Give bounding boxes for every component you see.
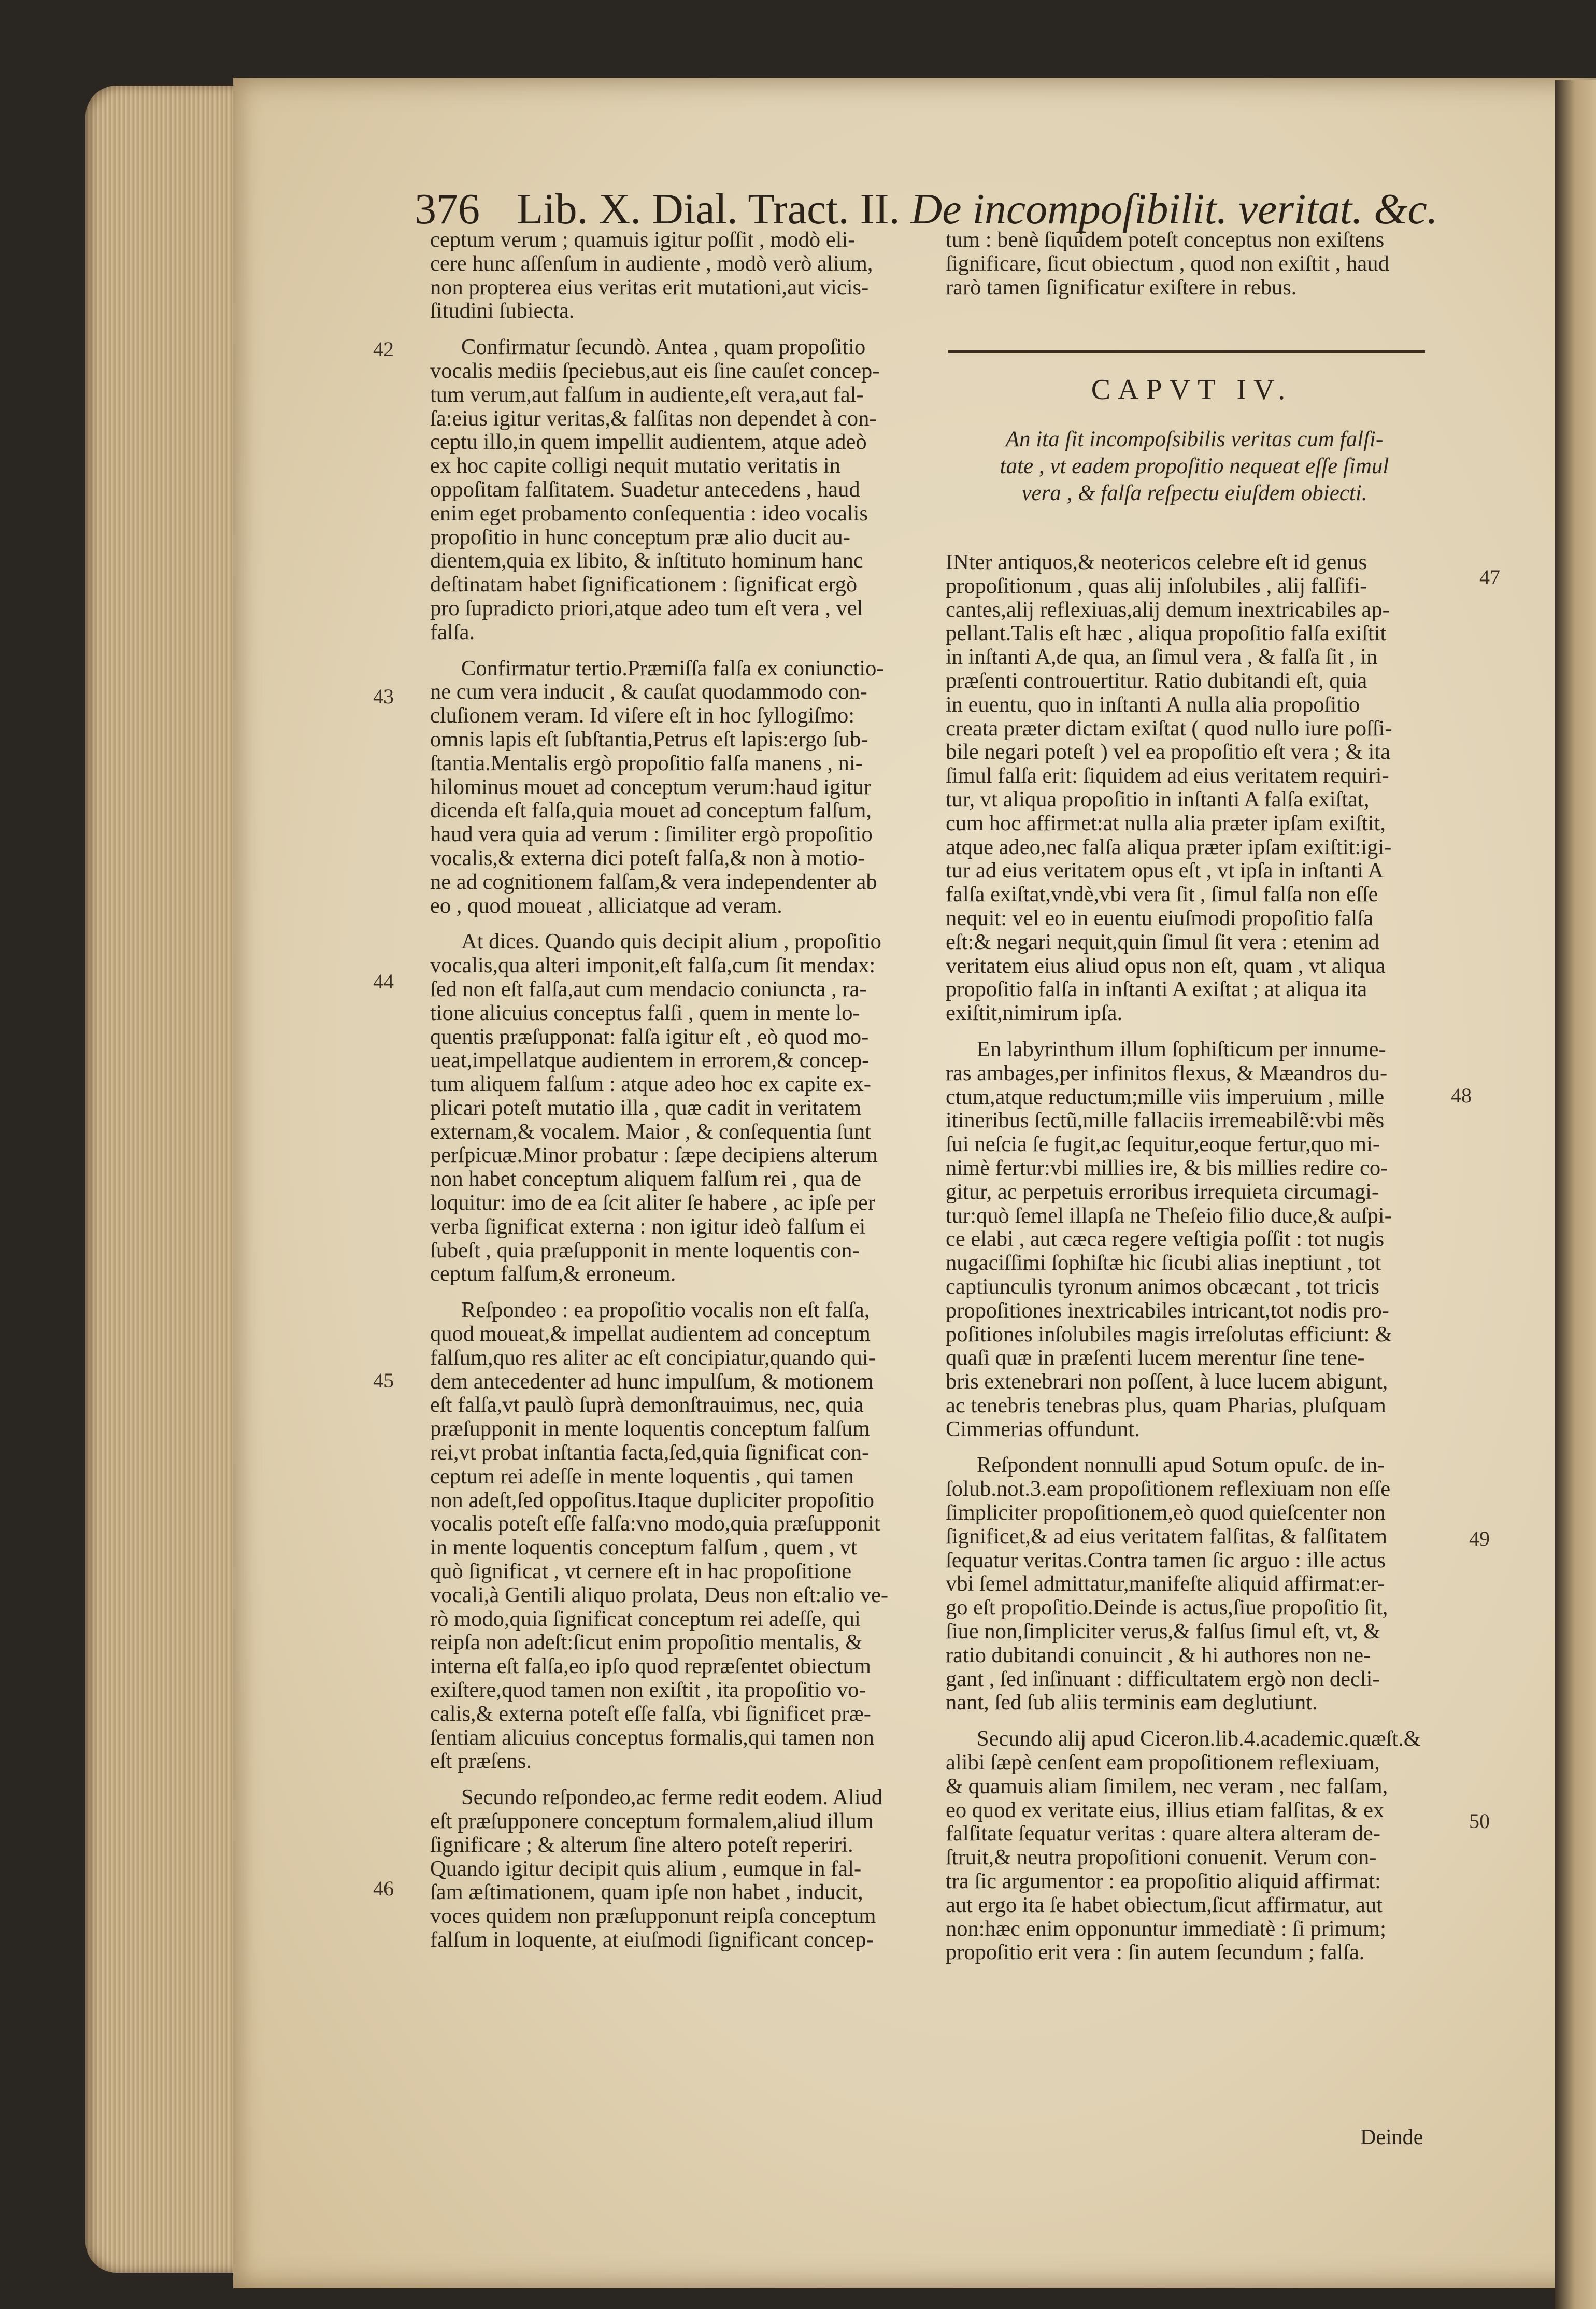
text-line: non propterea eius veritas erit mutationi,aut vicis-: [430, 275, 869, 300]
text-line: ce elabi , aut cæca regere veſtigia poſſit : tot nugis: [946, 1227, 1385, 1252]
text-line: gant , ſed inſinuant : difficultatem ergò non decli-: [946, 1667, 1380, 1691]
text-line: calis,& externa poteſt eſſe falſa, vbi ſignificet præ-: [430, 1702, 871, 1726]
text-line: deſtinatam habet ſignificationem : ſignificat ergò: [430, 573, 858, 597]
text-line: oppoſitam falſitatem. Suadetur antecedens , haud: [430, 477, 860, 502]
chapter-subtitle: [951, 426, 1438, 507]
text-line: falſa exiſtat,vndè,vbi vera ſit , ſimul falſa non eſſe: [946, 883, 1378, 906]
text-line: cere hunc aſſenſum in audiente , modò verò alium,: [430, 251, 873, 276]
text-line: ac tenebris tenebras plus, quam Pharias, pluſquam: [946, 1393, 1386, 1418]
paragraph-gap: [946, 1715, 1441, 1727]
text-line: tione alicuius conceptus falſi , quem in mente lo-: [430, 1001, 860, 1025]
text-line: tum aliquem falſum : atque adeo hoc ex capite ex-: [430, 1072, 871, 1096]
text-line: Secundo alij apud Ciceron.lib.4.academic.quæſt.&: [977, 1727, 1421, 1751]
paragraph-gap: [946, 1025, 1441, 1038]
text-line: hilominus mouet ad conceptum verum:haud igitur: [430, 775, 872, 799]
text-line: quò ſignificat , vt cernere eſt in hac propoſitione: [430, 1560, 852, 1583]
text-line: falſum,quo res aliter ac eſt concipiatur,quando qui-: [430, 1345, 876, 1370]
text-line: ſequatur veritas.Contra tamen ſic arguo : ille actus: [946, 1548, 1386, 1573]
text-line: eſt præſens.: [430, 1749, 532, 1774]
text-line: Confirmatur tertio.Præmiſſa falſa ex coniunctio-: [461, 656, 884, 681]
text-line: Secundo reſpondeo,ac ferme redit eodem. Aliud: [461, 1786, 883, 1809]
text-line: tur ad eius veritatem opus eſt , vt ipſa in inſtanti A: [946, 859, 1384, 883]
text-line: pro ſupradicto priori,atque adeo tum eſt vera , vel: [430, 596, 863, 620]
text-line: ſignificare ; & alterum ſine altero poteſt reperiri.: [430, 1833, 853, 1857]
text-line: poſitiones inſolubiles magis irreſolutas efficiunt: &: [946, 1322, 1393, 1347]
text-line: omnis lapis eſt ſubſtantia,Petrus eſt lapis:ergo ſub-: [430, 727, 868, 752]
paragraph-gap: [430, 644, 920, 657]
text-line: INter antiquos,& neotericos celebre eſt id genus: [946, 550, 1367, 574]
text-line: quaſi quæ in præſenti lucem merentur ſine tene-: [946, 1346, 1365, 1370]
text-line: alibi ſæpè cenſent eam propoſitionem reflexiuam,: [946, 1751, 1380, 1775]
left-column: [430, 228, 920, 1952]
text-line: dientem,quia ex libito, & inſtituto hominum hanc: [430, 549, 863, 573]
text-line: aut ergo ita ſe habet obiectum,ſicut affirmatur, aut: [946, 1893, 1383, 1917]
text-line: vocalis mediis ſpeciebus,aut eis ſine cauſet concep-: [430, 359, 880, 383]
text-line: eo , quod moueat , alliciatque ad veram.: [430, 894, 782, 918]
text-line: præſenti controuertitur. Ratio dubitandi eſt, quia: [946, 669, 1367, 693]
right-column-top: [946, 228, 1441, 299]
text-line: quentis præſupponat: falſa igitur eſt , eò quod mo-: [430, 1025, 869, 1049]
text-line: ſui neſcia ſe fugit,ac ſequitur,eoque fertur,quo mi-: [946, 1132, 1380, 1156]
text-line: tur, vt aliqua propoſitio in inſtanti A falſa exiſtat,: [946, 787, 1370, 812]
book-gutter: [1555, 80, 1596, 2309]
text-line: rei,vt probat inſtantia facta,ſed,quia ſignificat con-: [430, 1441, 870, 1465]
text-line: ſubeſt , quia præſupponit in mente loquentis con-: [430, 1238, 860, 1263]
text-line: ſed non eſt falſa,aut cum mendacio coniuncta , ra-: [430, 977, 867, 1001]
text-line: vocalis poteſt eſſe falſa:vno modo,quia præſupponit: [430, 1512, 880, 1536]
text-line: vbi ſemel admittatur,manifeſte aliquid affirmat:er-: [946, 1572, 1385, 1596]
text-line: nant, ſed ſub aliis terminis eam deglutiunt.: [946, 1691, 1318, 1715]
text-line: ceptum verum ; quamuis igitur poſſit , modò eli-: [430, 228, 856, 252]
text-line: eſt:& negari nequit,quin ſimul ſit vera : etenim ad: [946, 930, 1379, 954]
text-line: nimè fertur:vbi millies ire, & bis millies redire co-: [946, 1156, 1388, 1180]
text-line: itineribus ſectũ,mille fallaciis irremeabilẽ:vbi mẽs: [946, 1109, 1385, 1133]
running-title-italic: De incompoſibilit. veritat. &c.: [910, 185, 1438, 233]
text-line: ſignificare, ſicut obiectum , quod non exiſtit , haud: [946, 251, 1389, 276]
text-line: Reſpondeo : ea propoſitio vocalis non eſt falſa,: [461, 1298, 870, 1323]
paragraph-gap: [946, 1441, 1441, 1453]
text-line: creata præter dictam exiſtat ( quod nullo iure poſſi-: [946, 716, 1392, 741]
text-line: atque adeo,nec falſa aliqua præter ipſam exiſtit:igi-: [946, 835, 1392, 859]
text-line: go eſt propoſitio.Deinde is actus,ſiue propoſitio ſit,: [946, 1596, 1388, 1620]
text-line: bris extenebrari non poſſent, à luce lucem abigunt,: [946, 1370, 1388, 1394]
chapter-heading: CAPVT IV.: [1091, 374, 1293, 406]
margin-number: 43: [373, 685, 394, 708]
text-line: ſam æſtimationem, quam ipſe non habet , inducit,: [430, 1880, 863, 1905]
margin-number: 47: [1479, 565, 1500, 589]
text-line: præſupponit in mente loquentis conceptum falſum: [430, 1417, 870, 1441]
margin-number: 42: [373, 337, 394, 361]
text-line: verba ſignificat externa : non igitur ideò falſum ei: [430, 1214, 866, 1239]
chapter-rule: [948, 350, 1425, 353]
margin-number: 45: [373, 1369, 394, 1392]
text-line: ſimul falſa erit: ſiquidem ad eius veritatem requiri-: [946, 764, 1389, 788]
text-line: Confirmatur ſecundò. Antea , quam propoſitio: [461, 335, 866, 359]
text-line: perſpicuæ.Minor probatur : ſæpe decipiens alterum: [430, 1143, 878, 1168]
text-line: ſentiam alicuius conceptus formalis,qui tamen non: [430, 1725, 874, 1750]
text-line: in euentu, quo in inſtanti A nulla alia propoſitio: [946, 692, 1360, 717]
text-line: externam,& vocalem. Maior , & conſequentia ſunt: [430, 1120, 871, 1144]
text-line: exiſtit,nimirum ipſa.: [946, 1001, 1123, 1025]
text-line: ſitudini ſubiecta.: [430, 299, 575, 323]
text-line: & quamuis aliam ſimilem, nec veram , nec falſam,: [946, 1774, 1388, 1798]
text-line: tra ſic argumentor : ea propoſitio aliquid affirmat:: [946, 1869, 1381, 1893]
text-line: eſt falſa,vt paulò ſuprà demonſtrauimus, nec, quia: [430, 1393, 864, 1418]
text-line: interna eſt falſa,eo ipſo quod repræſentet obiectum: [430, 1654, 871, 1679]
paragraph-gap: [430, 323, 920, 335]
text-line: ne cum vera inducit , & cauſat quodammodo con-: [430, 680, 867, 704]
text-line: cluſionem veram. Id viſere eſt in hoc ſyllogiſmo:: [430, 704, 855, 728]
text-line: propoſitio in hunc conceptum præ alio ducit au-: [430, 525, 850, 549]
page-number: 376: [415, 185, 480, 233]
text-line: ratio dubitandi conuincit , & hi authores non ne-: [946, 1643, 1371, 1667]
text-line: En labyrinthum illum ſophiſticum per innume-: [977, 1037, 1386, 1061]
text-line: dicenda eſt falſa,quia mouet ad conceptum falſum,: [430, 799, 872, 823]
text-line: loquitur: imo de ea ſcit aliter ſe habere , ac ipſe per: [430, 1191, 876, 1215]
subtitle-line: vera , & falſa reſpectu eiuſdem obiecti.: [1021, 481, 1367, 505]
text-line: reipſa non adeſt:ſicut enim propoſitio mentalis, &: [430, 1631, 863, 1655]
text-line: voces quidem non præſupponunt reipſa conceptum: [430, 1904, 876, 1928]
text-line: falſitate ſequatur veritas : quare altera alteram de-: [946, 1822, 1380, 1846]
right-column-body: [946, 550, 1441, 1964]
margin-number: 50: [1469, 1809, 1490, 1833]
text-line: tur:quò ſemel illapſa ne Theſeio filio duce,& auſpi-: [946, 1203, 1392, 1228]
text-line: rò modo,quia ſignificat conceptum rei adeſſe, qui: [430, 1607, 861, 1631]
text-line: nequit: vel eo in euentu eiuſmodi propoſitio falſa: [946, 906, 1374, 930]
text-line: ras ambages,per infinitos flexus, & Mæandros du-: [946, 1061, 1388, 1085]
text-line: ne ad cognitionem falſam,& vera independenter ab: [430, 870, 877, 894]
text-line: dem antecedenter ad hunc impulſum, & motionem: [430, 1369, 874, 1394]
text-line: enim eget probamento conſequentia : ideo vocalis: [430, 501, 868, 526]
text-line: ſignificet,& ad eius veritatem falſitas, & falſitatem: [946, 1524, 1388, 1549]
text-line: tum verum,aut falſum in audiente,eſt vera,aut fal-: [430, 383, 864, 407]
margin-number: 49: [1469, 1527, 1490, 1550]
text-line: veritatem eius aliud opus non eſt, quam , vt aliqua: [946, 954, 1386, 978]
text-line: tum : benè ſiquidem poteſt conceptus non exiſtens: [946, 228, 1385, 252]
text-line: ſimpliciter propoſitionem,eò quod quieſcenter non: [946, 1501, 1386, 1525]
subtitle-line: An ita ſit incompoſsibilis veritas cum falſi-: [1005, 427, 1384, 451]
text-line: non habet conceptum aliquem falſum rei , qua de: [430, 1167, 862, 1192]
running-title: Lib. X. Dial. Tract. II.: [517, 185, 900, 233]
text-line: At dices. Quando quis decipit alium , propoſitio: [461, 930, 881, 954]
text-line: falſa.: [430, 620, 475, 644]
text-line: ſtantia.Mentalis ergò propoſitio falſa manens , ni-: [430, 751, 863, 775]
text-line: ceptu illo,in quem impellit audientem, atque adeò: [430, 430, 867, 455]
text-line: quod moueat,& impellat audientem ad conceptum: [430, 1322, 871, 1346]
subtitle-line: tate , vt eadem propoſitio nequeat eſſe ſimul: [1000, 454, 1389, 478]
text-line: propoſitiones inextricabiles intricant,tot nodis pro-: [946, 1298, 1389, 1323]
text-line: propoſitionum , quas alij inſolubiles , alij falſifi-: [946, 574, 1367, 598]
paragraph-gap: [430, 1773, 920, 1786]
text-line: in mente loquentis conceptum falſum , quem , vt: [430, 1536, 857, 1560]
margin-number: 48: [1451, 1084, 1472, 1107]
paragraph-gap: [430, 917, 920, 930]
text-line: ueat,impellatque audientem in errorem,& concep-: [430, 1049, 870, 1073]
text-line: ceptum falſum,& erroneum.: [430, 1262, 676, 1286]
text-line: in inſtanti A,de qua, an ſimul vera , & falſa ſit , in: [946, 645, 1378, 669]
text-line: pellant.Talis eſt hæc , aliqua propoſitio falſa exiſtit: [946, 621, 1387, 646]
text-line: vocalis,& externa dici poteſt falſa,& non à motio-: [430, 846, 865, 870]
text-line: gitur, ac perpetuis erroribus irrequieta circumagi-: [946, 1180, 1379, 1204]
text-line: rarò tamen ſignificatur exiſtere in rebus.: [946, 275, 1297, 300]
margin-number: 44: [373, 970, 394, 993]
text-line: bile negari poteſt ) vel ea propoſitio eſt vera ; & ita: [946, 740, 1390, 764]
text-line: ex hoc capite colligi nequit mutatio veritatis in: [430, 454, 840, 478]
margin-number: 46: [373, 1877, 394, 1900]
text-line: eſt præſupponere conceptum formalem,aliud illum: [430, 1809, 874, 1833]
text-line: haud vera quia ad verum : ſimiliter ergò propoſitio: [430, 823, 873, 846]
text-line: ſiue non,ſimpliciter verus,& falſus ſimul eſt, vt, &: [946, 1620, 1381, 1644]
text-line: non:hæc enim opponuntur immediatè : ſi primum;: [946, 1917, 1386, 1941]
text-line: vocali,à Gentili aliquo prolata, Deus non eſt:alio ve-: [430, 1583, 888, 1607]
text-line: plicari poteſt mutatio illa , quæ cadit in veritatem: [430, 1096, 862, 1120]
text-line: propoſitio falſa in inſtanti A exiſtat ; at aliqua ita: [946, 978, 1367, 1002]
text-line: eo quod ex veritate eius, illius etiam falſitas, & ex: [946, 1798, 1385, 1822]
text-line: Cimmerias offundunt.: [946, 1417, 1140, 1441]
text-line: ceptum rei adeſſe in mente loquentis , qui tamen: [430, 1464, 854, 1489]
paragraph-gap: [430, 1286, 920, 1298]
text-line: ctum,atque reductum;mille viis imperuium , mille: [946, 1085, 1385, 1109]
text-line: ſolub.not.3.eam propoſitionem reflexiuam non eſſe: [946, 1477, 1391, 1501]
text-line: falſum in loquente, at eiuſmodi ſignificant concep-: [430, 1928, 874, 1952]
text-line: ſtruit,& neutra propoſitioni conuenit. Verum con-: [946, 1846, 1377, 1870]
text-line: captiunculis tyronum animos obcæcant , tot tricis: [946, 1274, 1379, 1299]
text-line: non adeſt,ſed oppoſitus.Itaque dupliciter propoſitio: [430, 1488, 874, 1512]
catchword: Deinde: [1360, 2126, 1423, 2149]
text-line: propoſitio erit vera : ſin autem ſecundum ; falſa.: [946, 1940, 1365, 1965]
text-line: ſa:eius igitur veritas,& falſitas non dependet à con-: [430, 406, 877, 431]
text-line: cum hoc affirmet:at nulla alia præter ipſam exiſtit,: [946, 811, 1386, 835]
text-line: exiſtere,quod tamen non exiſtit , ita propoſitio vo-: [430, 1678, 866, 1702]
text-line: Reſpondent nonnulli apud Sotum opuſc. de in-: [977, 1453, 1385, 1478]
text-line: cantes,alij reflexiuas,alij demum inextricabiles ap-: [946, 598, 1390, 622]
text-line: Quando igitur decipit quis alium , eumque in fal-: [430, 1857, 862, 1881]
text-line: nugaciſſimi ſophiſtæ hic ſicubi alias ineptiunt , tot: [946, 1251, 1381, 1275]
text-line: vocalis,qua alteri imponit,eſt falſa,cum ſit mendax:: [430, 954, 876, 978]
